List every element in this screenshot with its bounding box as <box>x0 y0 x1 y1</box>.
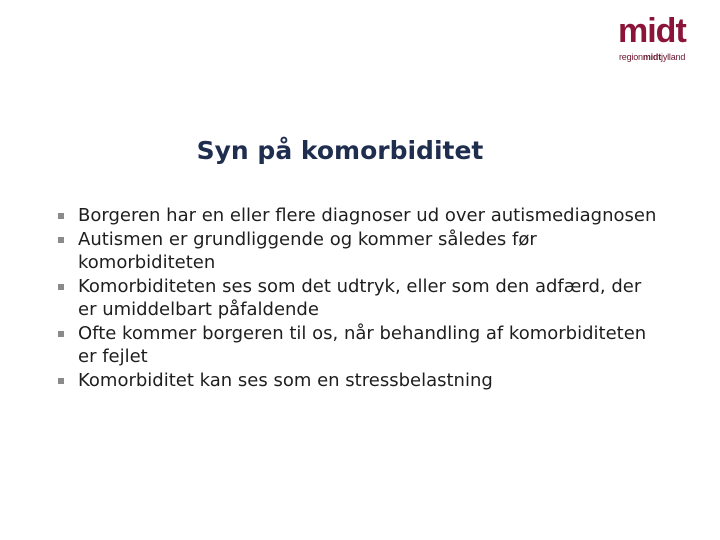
bullet-text: Komorbiditeten ses som det udtryk, eller som den adfærd, der er umiddelbart påfaldende <box>78 275 642 320</box>
bullet-list <box>58 204 658 392</box>
bullet-item <box>58 275 658 322</box>
logo-tag-suffix: jylland <box>661 52 686 62</box>
bullet-item <box>58 322 658 369</box>
square-bullet-icon <box>58 237 64 243</box>
bullet-text: Borgeren har en eller flere diagnoser ud over autismediagnosen <box>78 205 657 226</box>
logo-tag-bold: midt <box>642 52 662 62</box>
bullet-text: Komorbiditet kan ses som en stressbelastning <box>78 369 493 391</box>
square-bullet-icon <box>58 284 64 290</box>
square-bullet-icon <box>58 331 64 337</box>
logo-wordmark: midt <box>618 12 686 50</box>
bullet-item <box>58 204 658 228</box>
slide-title: Syn på komorbiditet <box>196 136 484 165</box>
logo-tagline <box>619 52 685 62</box>
bullet-item <box>58 228 658 275</box>
bullet-item <box>58 369 658 393</box>
square-bullet-icon <box>58 213 64 219</box>
bullet-text: Autismen er grundliggende og kommer således før komorbiditeten <box>78 228 537 273</box>
region-midtjylland-logo <box>616 14 712 64</box>
bullet-text: Ofte kommer borgeren til os, når behandling af komorbiditeten er fejlet <box>78 322 647 367</box>
square-bullet-icon <box>58 378 64 384</box>
logo-tag-prefix: region <box>619 52 643 62</box>
